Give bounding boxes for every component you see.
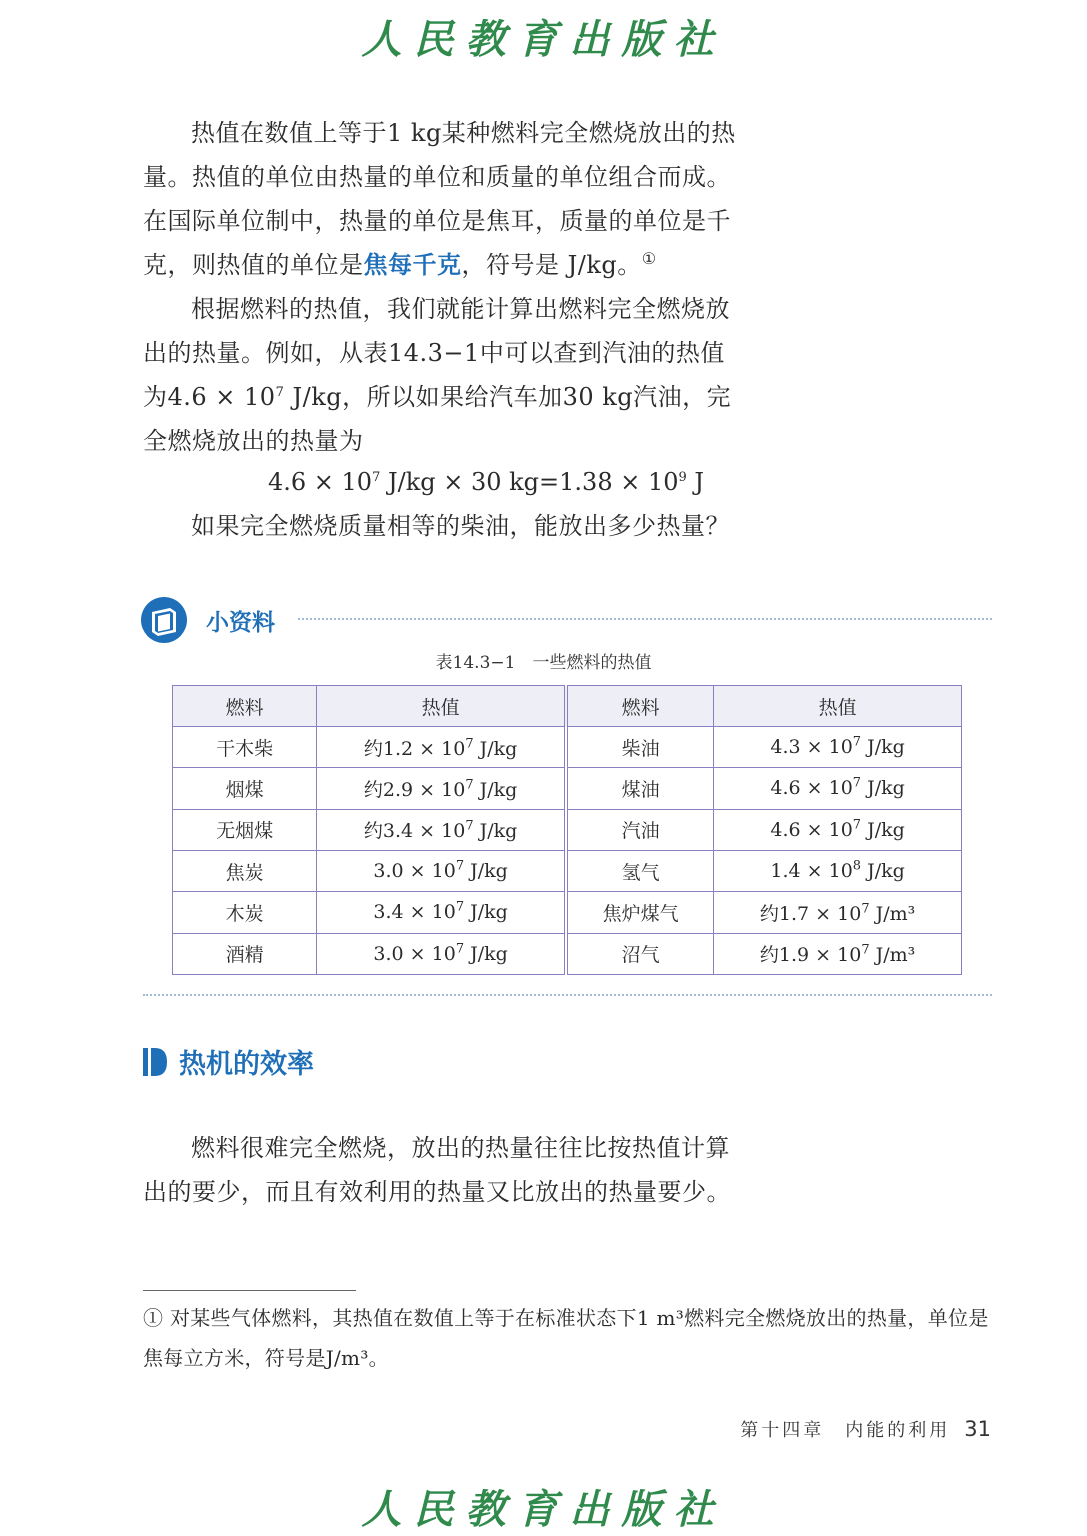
column-header: 热值 bbox=[714, 686, 962, 727]
paragraph-question: 如果完全燃烧质量相等的柴油，能放出多少热量？ bbox=[191, 512, 730, 540]
fuel-name: 柴油 bbox=[566, 727, 714, 768]
publisher-watermark-bottom: 人民教育出版社 bbox=[361, 1486, 726, 1533]
paragraph-text: ，符号是 J/kg。 bbox=[461, 251, 642, 279]
heat-value: $4.6 \times 10^7$ J/kg bbox=[714, 809, 962, 850]
footnote-marker[interactable]: ① bbox=[641, 249, 657, 268]
paragraph-heat-value-definition bbox=[143, 111, 743, 287]
exponent: 7 bbox=[372, 470, 381, 485]
fuel-name: 氢气 bbox=[566, 850, 714, 891]
info-box-title: 小资料 bbox=[206, 610, 275, 636]
formula-part: 4.6 × 10 bbox=[268, 468, 373, 496]
fuel-name: 木炭 bbox=[173, 892, 317, 933]
formula-part: J bbox=[686, 468, 705, 496]
page-footer bbox=[740, 1416, 991, 1442]
heat-value: $3.4 \times 10^7$ J/kg bbox=[317, 892, 566, 933]
heat-value: 约$1.7 \times 10^7$ J/m³ bbox=[714, 892, 962, 933]
table-header-row bbox=[173, 686, 962, 727]
fuel-name: 焦炉煤气 bbox=[566, 892, 714, 933]
column-header: 热值 bbox=[317, 686, 566, 727]
footnote-rule bbox=[143, 1290, 356, 1291]
table-row bbox=[173, 892, 962, 933]
table-caption: 表14.3−1 一些燃料的热值 bbox=[435, 653, 652, 673]
fuel-name: 无烟煤 bbox=[173, 809, 317, 850]
footnote: ① 对某些气体燃料，其热值在数值上等于在标准状态下1 m³燃料完全燃烧放出的热量，单位是焦每立方米，符号是J/m³。 bbox=[143, 1306, 989, 1370]
table-row bbox=[173, 727, 962, 768]
fuel-name: 沼气 bbox=[566, 933, 714, 974]
section-title: 热机的效率 bbox=[179, 1049, 314, 1080]
exponent: 7 bbox=[275, 385, 285, 400]
fuel-name: 汽油 bbox=[566, 809, 714, 850]
fuel-name: 焦炭 bbox=[173, 850, 317, 891]
fuel-heat-value-table bbox=[172, 685, 962, 975]
paragraph-calculation-example bbox=[143, 287, 743, 463]
column-header: 燃料 bbox=[173, 686, 317, 727]
table-row bbox=[173, 850, 962, 891]
info-box-header bbox=[140, 596, 992, 644]
table-row bbox=[173, 768, 962, 809]
book-icon bbox=[140, 596, 190, 644]
heat-value: $3.0 \times 10^7$ J/kg bbox=[317, 933, 566, 974]
formula-part: J/kg × 30 kg=1.38 × 10 bbox=[380, 468, 679, 496]
section-marker-icon bbox=[143, 1048, 167, 1076]
page-number: 31 bbox=[964, 1417, 991, 1441]
heat-formula bbox=[268, 462, 704, 502]
dotted-divider bbox=[298, 618, 992, 620]
heat-value: $4.3 \times 10^7$ J/kg bbox=[714, 727, 962, 768]
chapter-title: 第十四章 内能的利用 bbox=[740, 1420, 951, 1441]
fuel-name: 烟煤 bbox=[173, 768, 317, 809]
fuel-name: 干木柴 bbox=[173, 727, 317, 768]
dotted-divider bbox=[143, 994, 992, 996]
paragraph-text: J/kg，所以如果给汽车加30 kg汽油，完全燃烧放出的热量为 bbox=[143, 383, 732, 455]
fuel-name: 煤油 bbox=[566, 768, 714, 809]
exponent: 9 bbox=[678, 470, 687, 485]
heat-value: 约$1.2 \times 10^7$ J/kg bbox=[317, 727, 566, 768]
paragraph-efficiency: 燃料很难完全燃烧，放出的热量往往比按热值计算出的要少，而且有效利用的热量又比放出的热量要少。 bbox=[143, 1134, 731, 1206]
fuel-name: 酒精 bbox=[173, 933, 317, 974]
table-row bbox=[173, 933, 962, 974]
term-joule-per-kilogram: 焦每千克 bbox=[363, 251, 462, 279]
paragraph-text: 热值在数值上等于1 kg某种燃料完全燃烧放出的热量。热值的单位由热量的单位和质量的单位组合而成。在国际单位制中，热量的单位是焦耳，质量的单位是千克，则热值的单位是 bbox=[143, 119, 736, 279]
heat-value: 约$1.9 \times 10^7$ J/m³ bbox=[714, 933, 962, 974]
column-header: 燃料 bbox=[566, 686, 714, 727]
heat-value: $3.0 \times 10^7$ J/kg bbox=[317, 850, 566, 891]
heat-value: $1.4 \times 10^8$ J/kg bbox=[714, 850, 962, 891]
heat-value: 约$3.4 \times 10^7$ J/kg bbox=[317, 809, 566, 850]
table-row bbox=[173, 809, 962, 850]
heat-value: 约$2.9 \times 10^7$ J/kg bbox=[317, 768, 566, 809]
publisher-watermark-top: 人民教育出版社 bbox=[361, 16, 726, 63]
paragraph-text: 根据燃料的热值，我们就能计算出燃料完全燃烧放出的热量。例如，从表14.3−1中可以查到汽油的热值为4.6 × 10 bbox=[143, 295, 730, 411]
heat-value: $4.6 \times 10^7$ J/kg bbox=[714, 768, 962, 809]
